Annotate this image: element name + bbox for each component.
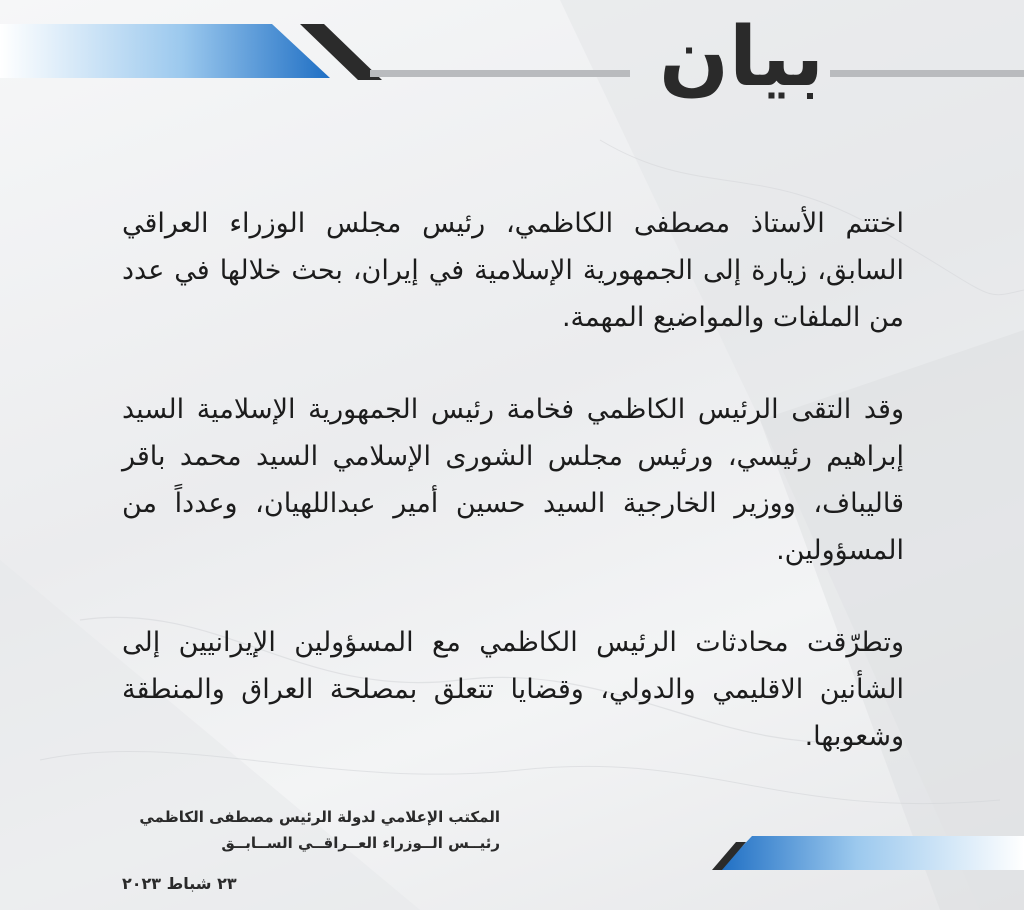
top-divider-line-right [830, 70, 1024, 77]
statement-title: بيان [658, 10, 824, 105]
bottom-decorative-stripe [712, 836, 1024, 870]
top-decorative-stripe [0, 24, 340, 78]
paragraph-2: وقد التقى الرئيس الكاظمي فخامة رئيس الجمهورية الإسلامية السيد إبراهيم رئيسي، ورئيس مجلس الشورى الإسلامي السيد محمد باقر قاليباف، ووزير الخارجية السيد حسين أمير عبداللهيان، وعدداً من المسؤولين. [122, 394, 904, 566]
paragraph-3: وتطرّقت محادثات الرئيس الكاظمي مع المسؤولين الإيرانيين إلى الشأنين الاقليمي والدولي، وقضايا تتعلق بمصلحة العراق والمنطقة وشعوبها. [122, 627, 904, 752]
paragraph-1: اختتم الأستاذ مصطفى الكاظمي، رئيس مجلس الوزراء العراقي السابق، زيارة إلى الجمهورية الإسلامية في إيران، بحث خلالها في عدد من الملفات والمواضيع المهمة. [122, 208, 904, 333]
top-divider-line [370, 70, 630, 77]
signature-block [128, 804, 500, 856]
statement-date: ٢٣ شباط ٢٠٢٣ [122, 874, 237, 893]
statement-body [122, 200, 904, 805]
signature-office: المكتب الإعلامي لدولة الرئيس مصطفى الكاظمي [139, 808, 500, 826]
signature-position: رئيــس الــوزراء العــراقــي الســابــق [221, 834, 500, 852]
